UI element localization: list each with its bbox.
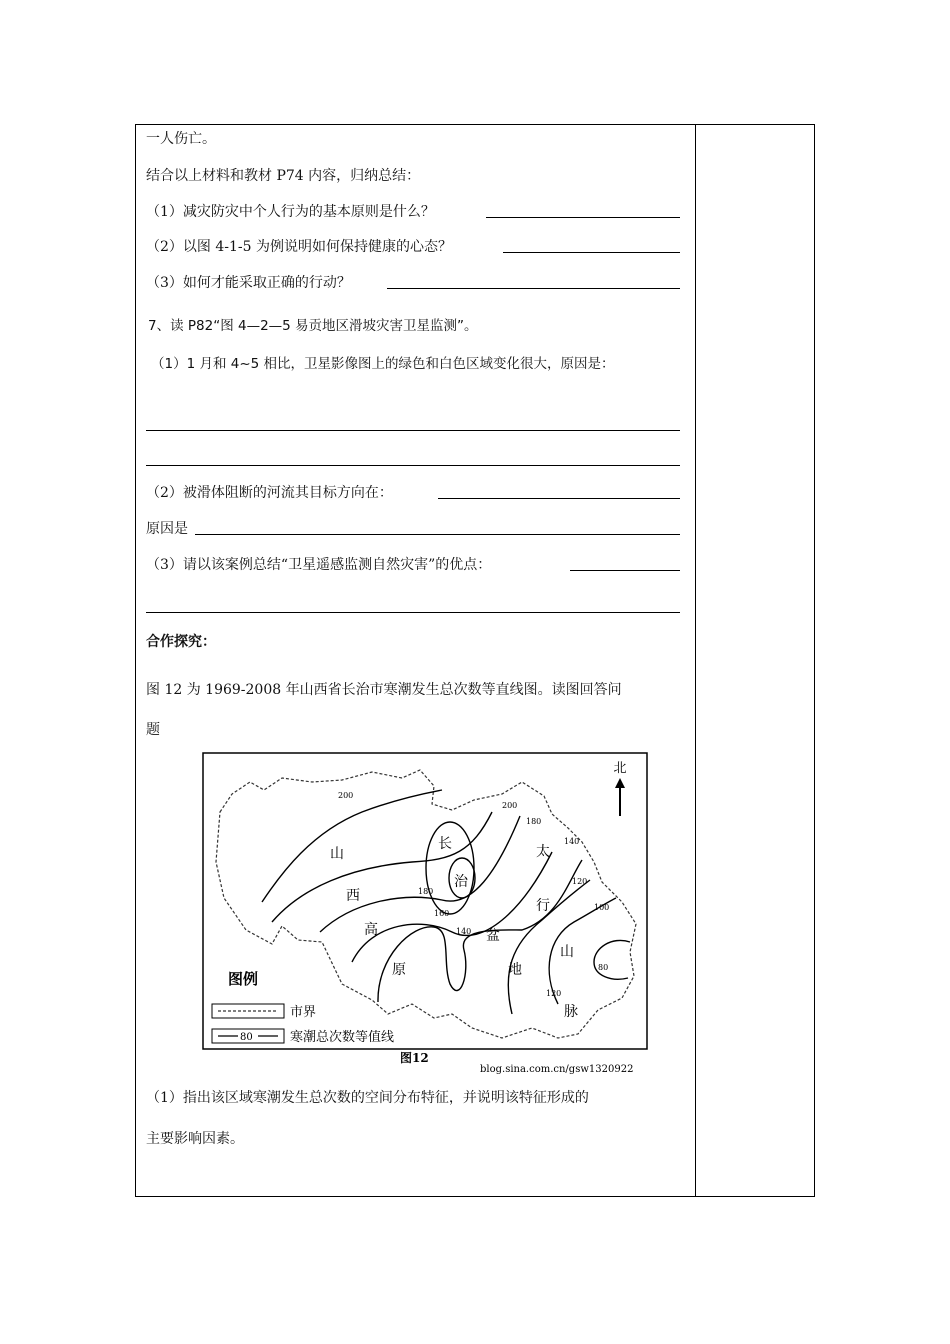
text-line-1: 一人伤亡。	[146, 131, 216, 147]
answer-blank-3[interactable]	[387, 288, 680, 289]
region-char-shan: 山	[330, 846, 344, 862]
answer-blank-7-1a[interactable]	[146, 430, 680, 431]
contour-label-3: 180	[526, 817, 542, 826]
region-char-gao: 高	[364, 922, 378, 938]
legend-title: 图例	[228, 970, 259, 988]
answer-blank-1[interactable]	[486, 217, 680, 218]
region-char-xi: 西	[346, 888, 360, 904]
contour-label-8: 120	[572, 877, 588, 886]
question-7-2: （2）被滑体阻断的河流其目标方向在：	[146, 485, 393, 501]
region-char-chang: 长	[438, 836, 452, 852]
contour-label-11: 120	[546, 989, 562, 998]
legend-sample-value: 80	[240, 1032, 253, 1043]
answer-blank-7-2[interactable]	[438, 498, 680, 499]
column-divider	[695, 124, 696, 1197]
answer-blank-7-3b[interactable]	[146, 612, 680, 613]
figure-caption: 图12	[400, 1051, 429, 1065]
region-char-xing: 行	[536, 898, 550, 914]
question-3: （3）如何才能采取正确的行动？	[146, 275, 351, 291]
north-label: 北	[613, 761, 627, 776]
text-line-2: 结合以上材料和教材 P74 内容，归纳总结：	[146, 168, 421, 184]
contour-label-4: 180	[418, 887, 434, 896]
contour-label-9: 100	[594, 903, 610, 912]
region-char-pen: 盆	[486, 928, 500, 944]
answer-blank-7-1b[interactable]	[146, 465, 680, 466]
region-char-yuan: 原	[392, 962, 406, 978]
region-char-shan2: 山	[560, 944, 574, 960]
question-7-1: （1）1 月和 4~5 相比，卫星影像图上的绿色和白色区域变化很大，原因是：	[151, 356, 615, 372]
question-7-2-reason: 原因是	[146, 521, 188, 537]
legend-isoline-label: 寒潮总次数等值线	[290, 1030, 395, 1045]
contour-label-2: 200	[502, 801, 518, 810]
legend-boundary-label: 市界	[290, 1005, 317, 1020]
question-12-1-cont: 主要影响因素。	[146, 1131, 244, 1147]
question-7: 7、读 P82“图 4—2—5 易贡地区滑坡灾害卫星监测”。	[148, 318, 478, 334]
region-char-di: 地	[508, 962, 522, 978]
answer-blank-7-3a[interactable]	[570, 570, 680, 571]
contour-label-10: 80	[598, 963, 609, 972]
answer-blank-7-2-reason[interactable]	[195, 534, 680, 535]
watermark: blog.sina.com.cn/gsw1320922	[480, 1064, 634, 1075]
region-char-zhi: 治	[454, 874, 468, 890]
region-char-mai: 脉	[564, 1004, 578, 1020]
question-2: （2）以图 4-1-5 为例说明如何保持健康的心态？	[146, 239, 452, 255]
figure-intro-line-2: 题	[146, 722, 160, 738]
contour-label-6: 140	[456, 927, 472, 936]
contour-label-5: 160	[434, 909, 450, 918]
region-char-tai: 太	[536, 844, 550, 860]
section-heading: 合作探究：	[146, 634, 216, 650]
contour-label-7: 140	[564, 837, 580, 846]
question-7-3: （3）请以该案例总结“卫星遥感监测自然灾害”的优点：	[146, 557, 492, 573]
contour-map-figure	[202, 752, 648, 1078]
contour-label-1: 200	[338, 791, 354, 800]
question-12-1: （1）指出该区域寒潮发生总次数的空间分布特征，并说明该特征形成的	[146, 1090, 589, 1106]
answer-blank-2[interactable]	[503, 252, 680, 253]
question-1: （1）减灾防灾中个人行为的基本原则是什么？	[146, 204, 435, 220]
figure-intro-line-1: 图 12 为 1969-2008 年山西省长治市寒潮发生总次数等直线图。读图回答问	[146, 682, 622, 698]
